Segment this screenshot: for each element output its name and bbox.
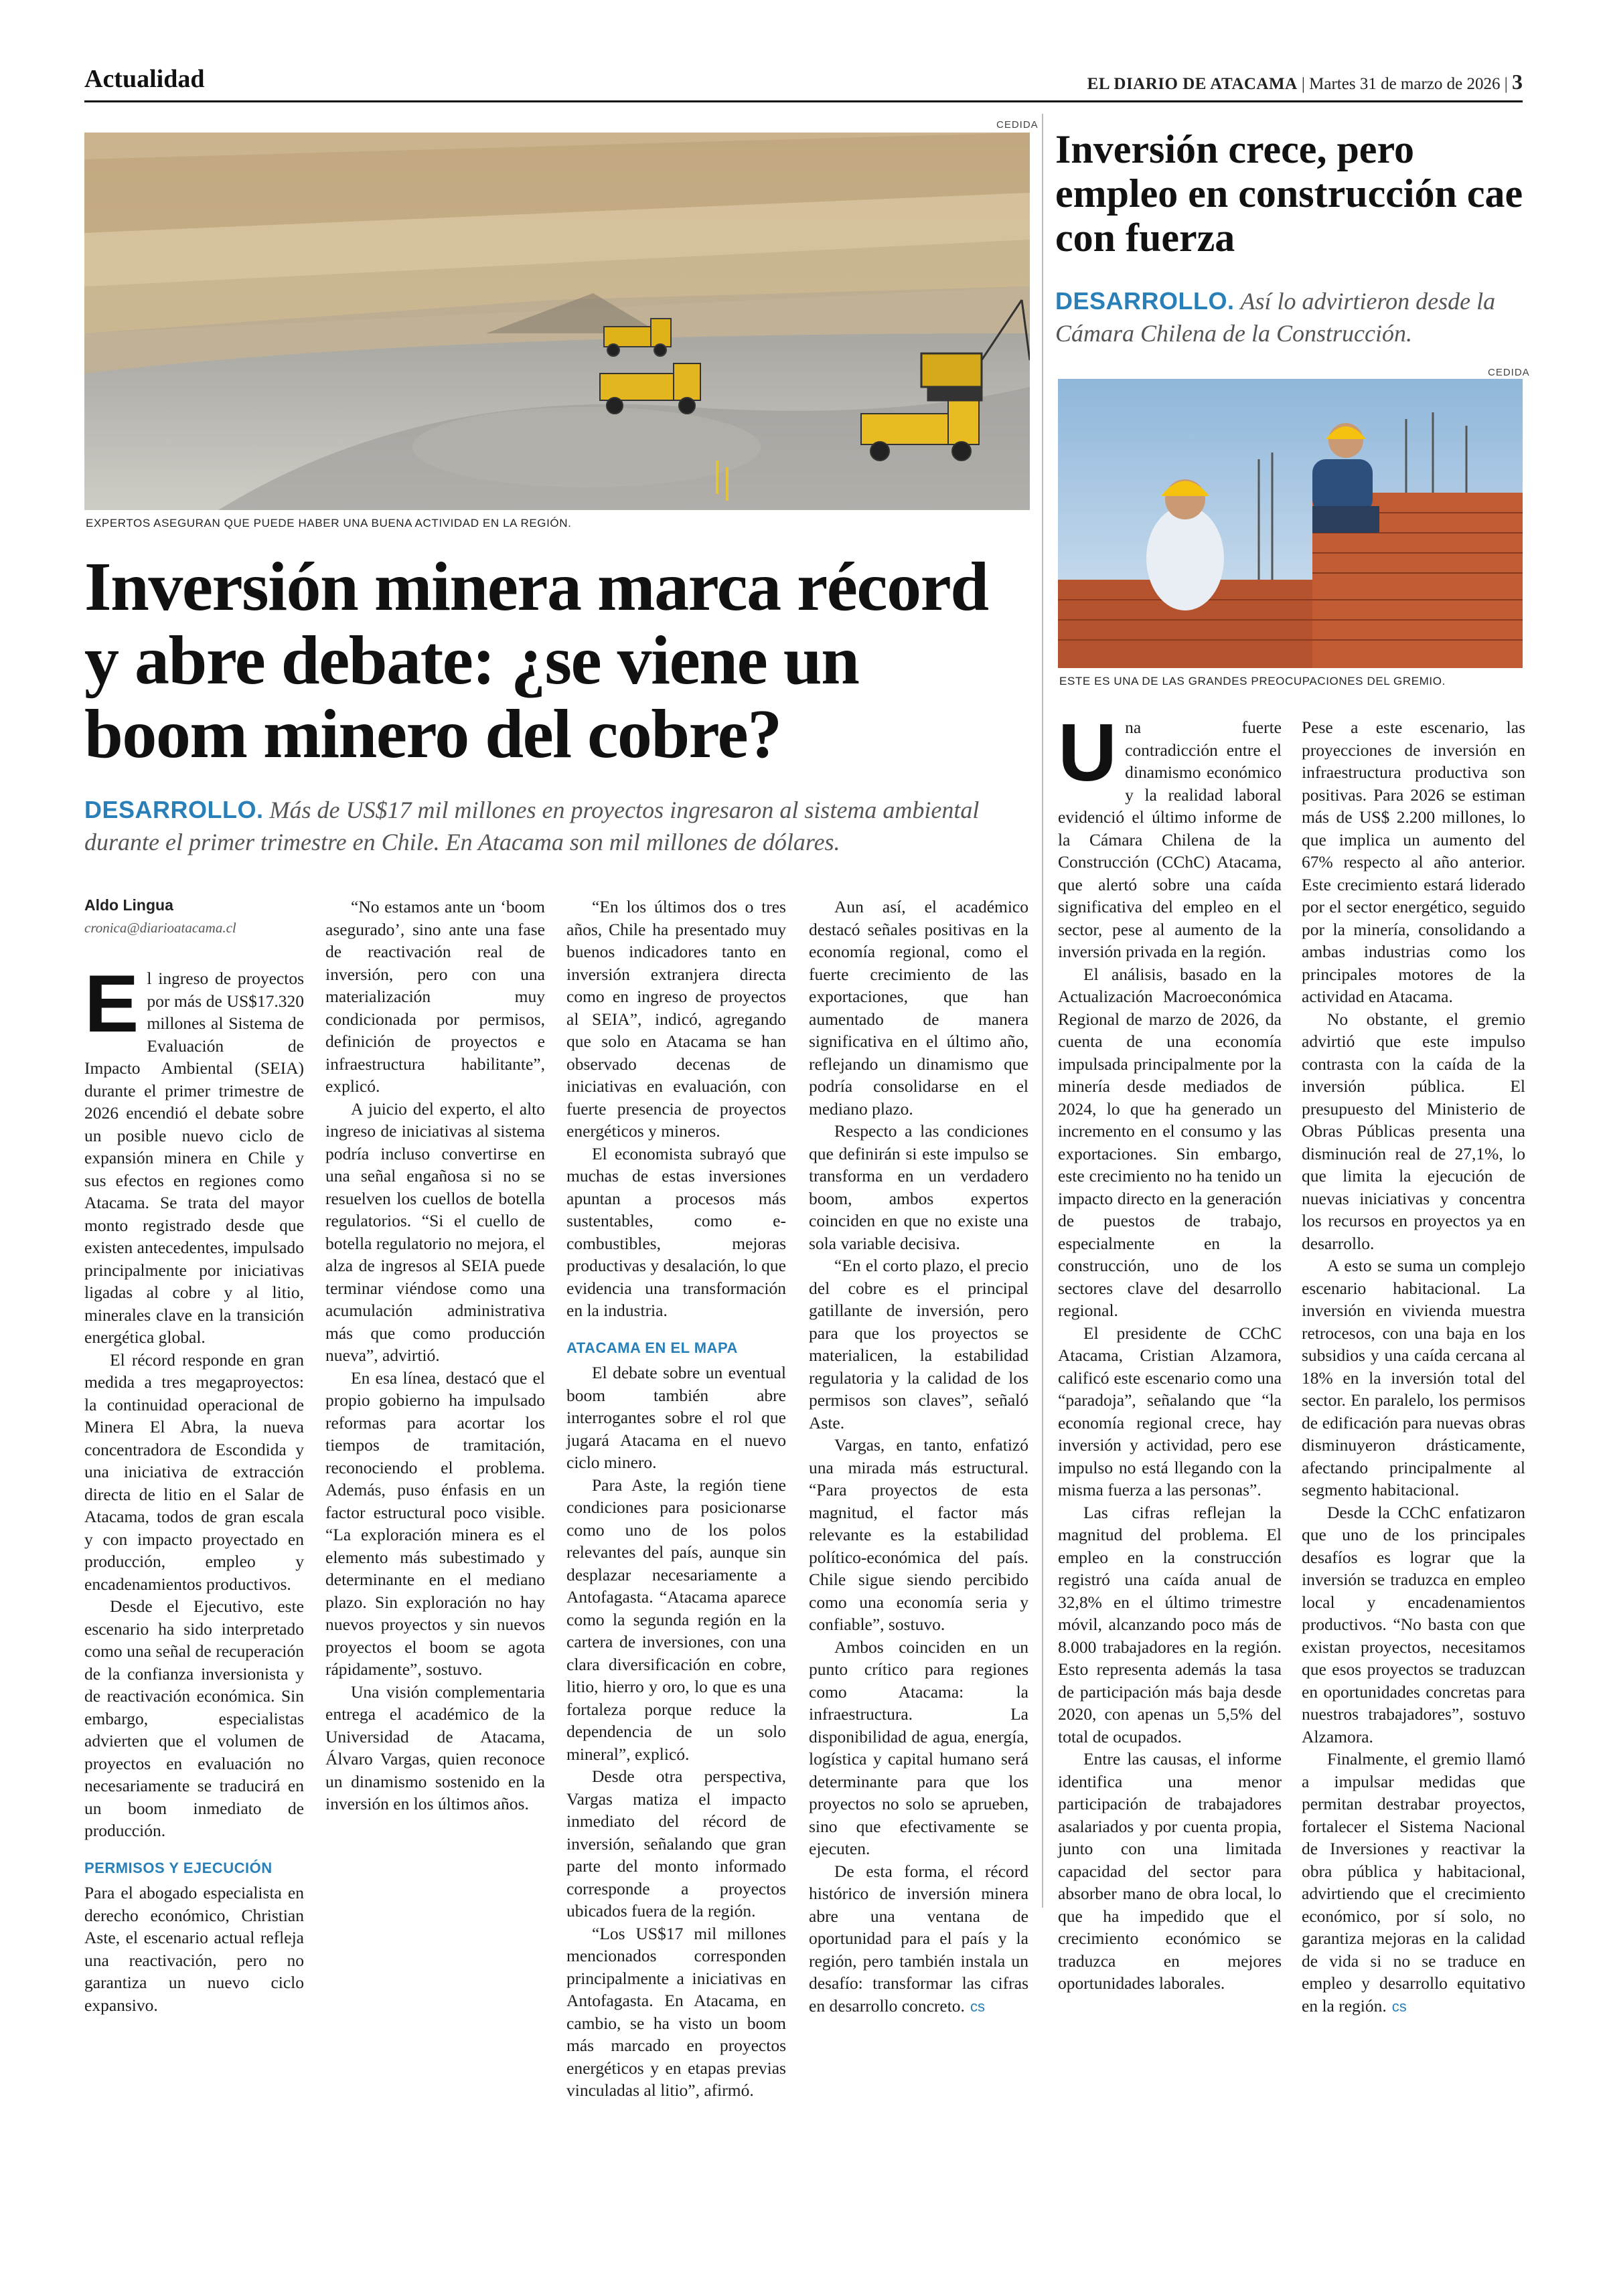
paragraph: No obstante, el gremio advirtió que este impulso contrasta con la caída de la inversión pública. El presupuesto del Ministerio de Obras Públicas presenta una disminución real de 27,1%, lo que limita la ejecución de nuevas iniciativas y concentra los recursos en proyectos ya en desarrollo.: [1302, 1009, 1525, 1253]
paragraph: El economista subrayó que muchas de estas inversiones apuntan a procesos más sustentables, como e-combustibles, mejoras productivas y desalación, lo que evidencia una transformación en la industria.: [566, 1143, 786, 1320]
paragraph: “En el corto plazo, el precio del cobre es el principal gatillante de inversión, pero para que los proyectos se materialicen, la estabilidad regulatoria y la calidad de los permisos son claves”, señaló Aste.: [809, 1256, 1028, 1432]
main-deck: [84, 794, 1035, 858]
paragraph: Respecto a las condiciones que definirán si este impulso se transforma en un verdadero boom, ambos expertos coinciden en que no existe una sola variable decisiva.: [809, 1121, 1028, 1253]
paragraph-text: na fuerte contradicción entre el dinamismo económico y la realidad laboral evidenció el último informe de la Cámara Chilena de la Construcción (CChC) Atacama, que alertó sobre una caída significativa del empleo en el sector, pese al aumento de la inversión privada en la región.: [1058, 718, 1282, 961]
paragraph: “Los US$17 mil millones mencionados corresponden principalmente a iniciativas en Antofagasta. En Atacama, en cambio, se ha visto un boom más marcado en proyectos energéticos y en etapas previas vinculadas al litio”, afirmó.: [566, 1923, 786, 2100]
paragraph: Ambos coinciden en un punto crítico para regiones como Atacama: la infraestructura. La disponibilidad de agua, energía, logística y capital humano será determinante para que los proyectos no solo se aprueben, sino que efectivamente se ejecuten.: [809, 1637, 1028, 1858]
paragraph: “No estamos ante un ‘boom asegurado’, sino ante una fase de reactivación real de inversión, pero con una materialización muy condicionada por permisos, definición de proyectos e infraestructura habilitante”, explicó.: [325, 897, 545, 1096]
folio-separator: |: [1504, 75, 1512, 93]
paragraph: [1302, 1748, 1525, 2018]
paragraph: El presidente de CChC Atacama, Cristian Alzamora, calificó este escenario como una “paradoja”, señalando que “la economía regional crece, hay inversión y actividad, pero ese impulso no está llegando con la misma fuerza a las personas”.: [1058, 1323, 1282, 1499]
main-column-3: [566, 896, 786, 2102]
paragraph: Una visión complementaria entrega el académico de la Universidad de Atacama, Álvaro Vargas, quien reconoce un dinamismo sostenido en la inversión en los últimos años.: [325, 1682, 545, 1813]
folio: [1087, 70, 1523, 94]
paragraph: A juicio del experto, el alto ingreso de iniciativas al sistema podría incluso convertirse en una señal engañosa si no se resuelven los cuellos de botella regulatorios. “Si el cuello de botella regulatorio no mejora, el alza de ingresos al SEIA puede terminar viéndose como una acumulación administrativa más que como producción nueva”, advirtió.: [325, 1098, 545, 1365]
end-mark-icon: cs: [970, 1997, 985, 2015]
main-column-4: [809, 896, 1028, 2018]
paragraph: Entre las causas, el informe identifica una menor participación de trabajadores asalariados y por cuenta propia, junto con una limitada capacidad del sector para absorber mano de obra local, lo que ha impedido que el crecimiento económico se traduzca en mejores oportunidades laborales.: [1058, 1749, 1282, 1993]
paragraph: El análisis, basado en la Actualización Macroeconómica Regional de marzo de 2026, da cuenta de una economía impulsada principalmente por la minería desde mediados de 2024, lo que ha generado un incremento en el consumo y las exportaciones. Sin embargo, este crecimiento no ha tenido un impacto directo en la generación de puestos de trabajo, especialmente en la construcción, uno de los sectores clave del desarrollo regional.: [1058, 964, 1282, 1320]
paragraph: Las cifras reflejan la magnitud del problema. El empleo en la construcción registró una caída anual de 32,8% en el último trimestre móvil, alcanzando poco más de 8.000 trabajadores en la región. Esto representa además la tasa de participación más baja desde 2020, con apenas un 5,5% del total de ocupados.: [1058, 1502, 1282, 1746]
paragraph: “En los últimos dos o tres años, Chile ha presentado muy buenos indicadores tanto en inversión extranjera directa como en ingreso de proyectos al SEIA”, indicó, agregando que solo en Atacama se han observado decenas de iniciativas en evaluación, con fuerte presencia de proyectos energéticos y mineros.: [566, 897, 786, 1141]
folio-separator: |: [1301, 75, 1310, 93]
byline-email[interactable]: cronica@diarioatacama.cl: [84, 919, 236, 936]
side-headline: Inversión crece, pero empleo en construcción cae con fuerza: [1055, 127, 1523, 260]
main-column-2: [325, 896, 545, 1815]
photo-credit: CEDIDA: [1488, 367, 1530, 378]
paragraph: Desde el Ejecutivo, este escenario ha sido interpretado como una señal de recuperación de la confianza inversionista y de reactivación económica. Sin embargo, especialistas advierten que el volumen de proyectos en evaluación no necesariamente se traducirá en un boom inmediato de producción.: [84, 1596, 304, 1840]
subheading: PERMISOS Y EJECUCIÓN: [84, 1859, 273, 1876]
paragraph: Para el abogado especialista en derecho económico, Christian Aste, el escenario actual refleja una reactivación, pero no garantiza un nuevo ciclo expansivo.: [84, 1883, 304, 2015]
drop-cap: U: [1058, 707, 1118, 798]
main-column-1: [84, 894, 304, 2016]
paragraph: Desde la CChC enfatizaron que uno de los principales desafíos es lograr que la inversión se traduzca en empleo local y encadenamientos productivos. “No basta con que existan proyectos, necesitamos que esos proyectos se traduzcan en oportunidades concretas para nuestros trabajadores”, sostuvo Alzamora.: [1302, 1502, 1525, 1746]
section-label: Actualidad: [84, 65, 205, 93]
photo-caption: EXPERTOS ASEGURAN QUE PUEDE HABER UNA BUENA ACTIVIDAD EN LA REGIÓN.: [86, 517, 572, 529]
paragraph: El debate sobre un eventual boom también abre interrogantes sobre el rol que jugará Atacama en el nuevo ciclo minero.: [566, 1363, 786, 1472]
deck-kicker: DESARROLLO.: [84, 796, 264, 823]
end-mark-icon: cs: [1391, 1997, 1407, 2015]
paragraph-text: Finalmente, el gremio llamó a impulsar medidas que permitan destrabar proyectos, fortalecer el Sistema Nacional de Inversiones y reactivar la obra pública y habitacional, advirtiendo que el crecimiento económico, por sí solo, no garantiza mejoras en la calidad de vida si no se traduce en empleo y desarrollo equitativo en la región.: [1302, 1749, 1525, 2016]
subheading: ATACAMA EN EL MAPA: [566, 1339, 738, 1356]
paragraph: Para Aste, la región tiene condiciones para posicionarse como uno de los polos relevantes del país, aunque sin desplazar necesariamente a Antofagasta. “Atacama aparece como la segunda región en la cartera de inversiones, con una clara diversificación en cobre, litio, hierro y oro, lo que es una fortaleza porque reduce la dependencia de un solo mineral”, explicó.: [566, 1475, 786, 1764]
side-deck: [1055, 285, 1524, 349]
paragraph: En esa línea, destacó que el propio gobierno ha impulsado reformas para acortar los tiempos de tramitación, reconociendo el problema. Además, puso énfasis en un factor estructural poco visible. “La exploración minera es el elemento más subestimado y determinante en el mediano plazo. Sin exploración no hay nuevos proyectos y sin nuevos proyectos el boom se agota rápidamente”, sostuvo.: [325, 1368, 545, 1679]
paper-name: EL DIARIO DE ATACAMA: [1087, 75, 1298, 93]
deck-text: Así lo advirtieron desde la Cámara Chilena de la Construcción.: [1055, 288, 1496, 347]
construction-illustration: [1058, 379, 1523, 668]
column-divider: [1042, 114, 1043, 1908]
byline-author: Aldo Lingua: [84, 896, 173, 914]
paragraph: El récord responde en gran medida a tres megaproyectos: la continuidad operacional de Minera El Abra, la nueva concentradora de Escondida y una iniciativa de extracción directa de litio en el Salar de Atacama, todos de gran escala y con impacto proyectado en producción, empleo y encadenamientos productivos.: [84, 1349, 304, 1594]
paragraph-text: De esta forma, el récord histórico de inversión minera abre una ventana de oportunidad para el país y la región, pero también instala un desafío: transformar las cifras en desarrollo concreto.: [809, 1861, 1028, 2016]
deck-text: Más de US$17 mil millones en proyectos ingresaron al sistema ambiental durante el primer trimestre en Chile. En Atacama son mil millones de dólares.: [84, 797, 980, 855]
paragraph: Pese a este escenario, las proyecciones de inversión en infraestructura productiva son positivas. Para 2026 se estiman más de US$ 2.200 millones, lo que implica un aumento del 67% respecto al año anterior. Este crecimiento estará liderado por el sector energético, seguido por la minería, consolidando a ambas industrias como los principales motores de la actividad en Atacama.: [1302, 718, 1525, 1006]
paragraph: [809, 1860, 1028, 2018]
mine-photo: [84, 133, 1030, 510]
paragraph: [84, 958, 304, 1349]
construction-photo: [1058, 379, 1523, 668]
main-headline: Inversión minera marca récord y abre debate: ¿se viene un boom minero del cobre?: [84, 548, 988, 772]
paragraph: A esto se suma un complejo escenario habitacional. La inversión en vivienda muestra retrocesos, con una baja en los subsidios y una caída cercana al 18% en la inversión total del sector. En paralelo, los permisos de edificación para nuevas obras disminuyeron drásticamente, afectando principalmente al segmento habitacional.: [1302, 1256, 1525, 1499]
paragraph: Aun así, el académico destacó señales positivas en la economía regional, como el fuerte crecimiento de las exportaciones, que han aumentado de manera significativa en el último año, reflejando un dinamismo que podría consolidarse en el mediano plazo.: [809, 897, 1028, 1119]
photo-credit: CEDIDA: [996, 119, 1039, 131]
deck-kicker: DESARROLLO.: [1055, 287, 1235, 315]
side-column-1: [1058, 707, 1282, 1995]
photo-caption: ESTE ES UNA DE LAS GRANDES PREOCUPACIONES DEL GREMIO.: [1059, 675, 1446, 687]
mine-illustration: [84, 133, 1030, 510]
page-number: 3: [1512, 70, 1523, 94]
paragraph-text: l ingreso de proyectos por más de US$17.320 millones al Sistema de Evaluación de Impacto Ambiental (SEIA) durante el primer trimestre de 2026 encendió el debate sobre un posible nuevo ciclo de expansión minera en Chile y sus efectos en regiones como Atacama. Se trata del mayor monto registrado desde que existen antecedentes, impulsado principalmente por iniciativas ligadas al cobre y al litio, minerales clave en la transición energética global.: [84, 969, 304, 1347]
side-column-2: [1302, 716, 1525, 2018]
issue-date: Martes 31 de marzo de 2026: [1309, 75, 1501, 93]
paragraph: Vargas, en tanto, enfatizó una mirada más estructural. “Para proyectos de esta magnitud, el factor más relevante es la estabilidad político-económica del país. Chile sigue siendo percibido como una economía seria y confiable”, sostuvo.: [809, 1435, 1028, 1634]
paragraph: Desde otra perspectiva, Vargas matiza el impacto inmediato del récord de inversión, señalando que gran parte del monto informado corresponde a proyectos ubicados fuera de la región.: [566, 1767, 786, 1920]
drop-cap: E: [84, 958, 139, 1049]
header-rule: [84, 100, 1523, 102]
paragraph: [1058, 707, 1282, 963]
